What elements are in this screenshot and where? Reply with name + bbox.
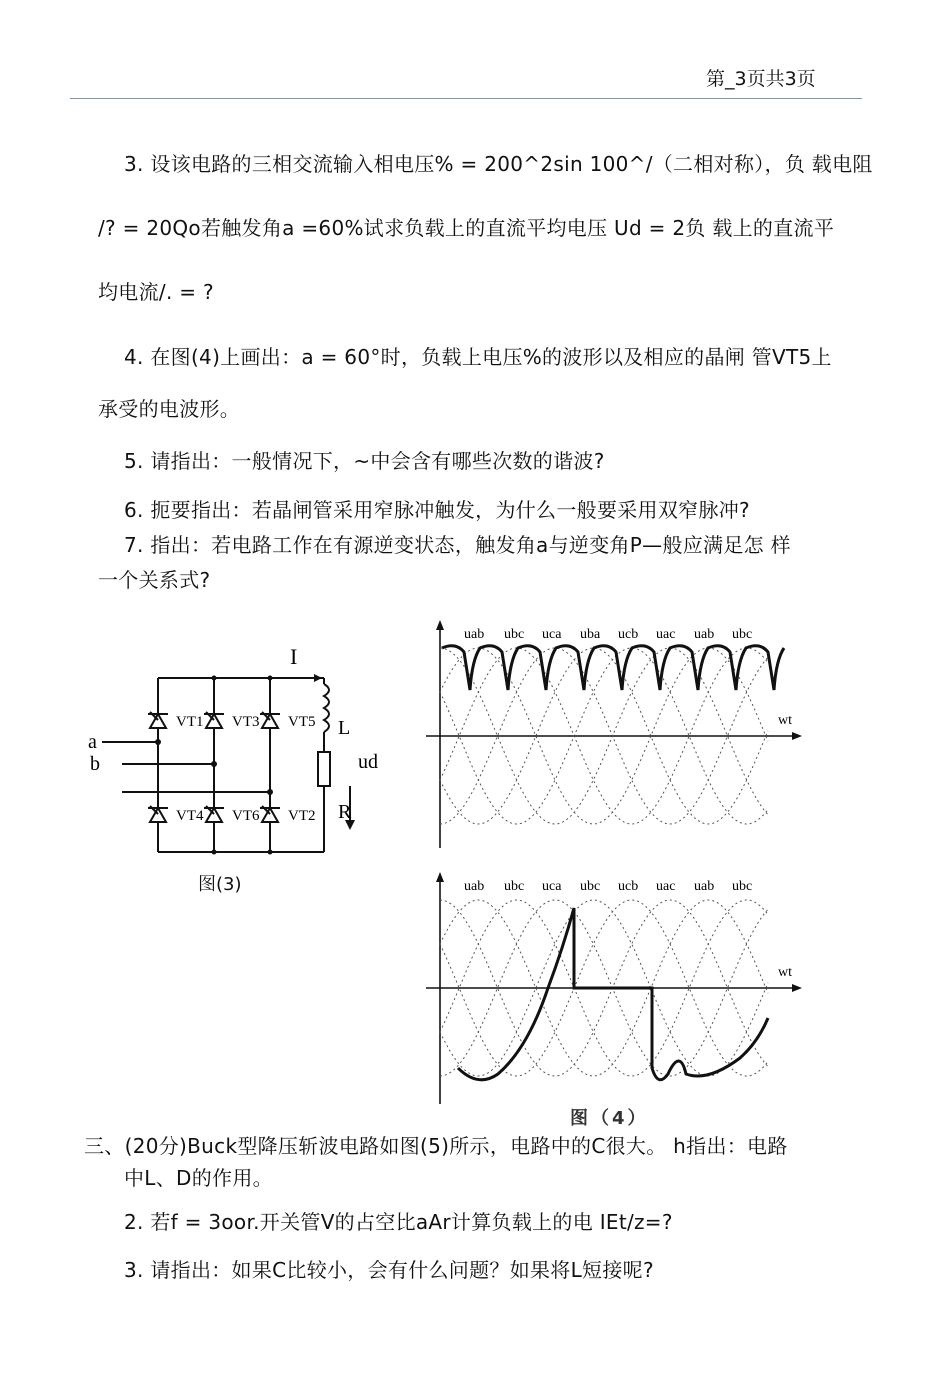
thyristor-vt6-label: VT6 <box>232 808 260 824</box>
section-3-question-2: 2. 若f = 3oor.开关管V的占空比aAr计算负载上的电 IEt/z=? <box>124 1210 673 1234</box>
question-3-line-2: /? = 20Qo若触发角a =60%试求负载上的直流平均电压 Ud = 2负 载上的直流平 <box>98 216 835 240</box>
wt-axis-label-bottom: wt <box>778 965 792 980</box>
phase-label-uca: uca <box>542 627 562 642</box>
question-4-line-1: 4. 在图(4)上画出：a = 60°时，负载上电压%的波形以及相应的晶闸 管VT5上 <box>124 345 832 369</box>
node-b-label: b <box>90 753 100 775</box>
thyristor-vt4-label: VT4 <box>176 808 204 824</box>
question-7-line-1: 7. 指出：若电路工作在有源逆变状态，触发角a与逆变角P—般应满足怎 样 <box>124 533 791 557</box>
question-7-line-2: 一个关系式? <box>98 568 211 592</box>
phase-label-uba: uba <box>580 627 601 642</box>
section-3-question-3: 3. 请指出：如果C比较小，会有什么问题？如果将L短接呢? <box>124 1258 654 1282</box>
page-number: 第_3页共3页 <box>706 68 816 90</box>
phase-label-ubc-2: ubc <box>732 627 753 642</box>
bottom-phase-label-uca: uca <box>542 879 562 894</box>
figure-3-circuit <box>80 636 400 876</box>
question-6: 6. 扼要指出：若晶闸管采用窄脉冲触发，为什么一般要采用双窄脉冲? <box>124 498 750 522</box>
wt-axis-label: wt <box>778 713 792 728</box>
phase-label-ucb: ucb <box>618 627 639 642</box>
question-5: 5. 请指出：一般情况下，~中会含有哪些次数的谐波? <box>124 449 605 473</box>
inductor-label: L <box>338 717 351 739</box>
phase-label-uab-2: uab <box>694 627 715 642</box>
thyristor-vt2-label: VT2 <box>288 808 316 824</box>
thyristor-vt1-label: VT1 <box>176 714 204 730</box>
bottom-phase-label-ubc-1: ubc <box>504 879 525 894</box>
current-label: I <box>290 644 298 669</box>
bottom-phase-label-uac: uac <box>656 879 676 894</box>
output-voltage-envelope <box>442 646 784 690</box>
resistor-label: R <box>338 801 352 823</box>
voltage-label: ud <box>358 751 378 773</box>
figure-4-caption: 图（4） <box>570 1108 649 1129</box>
bottom-phase-label-uab-2: uab <box>694 879 715 894</box>
header-rule <box>70 98 862 99</box>
bottom-phase-label-uab-1: uab <box>464 879 485 894</box>
figure-4-top-waveform <box>418 612 808 852</box>
phase-label-uab-1: uab <box>464 627 485 642</box>
phase-label-uac: uac <box>656 627 676 642</box>
question-4-line-2: 承受的电波形。 <box>98 397 241 421</box>
bottom-phase-label-ucb: ucb <box>618 879 639 894</box>
bottom-phase-label-ubc-2: ubc <box>580 879 601 894</box>
thyristor-vt5-label: VT5 <box>288 714 316 730</box>
thyristor-vt3-label: VT3 <box>232 714 260 730</box>
section-3-line-1: 三、(20分)Buck型降压斩波电路如图(5)所示，电路中的C很大。 h指出：电路 <box>84 1134 788 1158</box>
question-3-line-1: 3. 设该电路的三相交流输入相电压% = 200^2sin 100^/（二相对称），负 载电阻 <box>124 152 873 176</box>
bottom-phase-label-ubc-3: ubc <box>732 879 753 894</box>
figure-3-caption: 图(3) <box>198 874 242 895</box>
phase-label-ubc-1: ubc <box>504 627 525 642</box>
section-3-line-2: 中L、D的作用。 <box>124 1166 273 1190</box>
node-a-label: a <box>88 731 97 753</box>
figure-4-bottom-waveform <box>418 868 808 1108</box>
question-3-line-3: 均电流/. = ? <box>98 280 214 304</box>
